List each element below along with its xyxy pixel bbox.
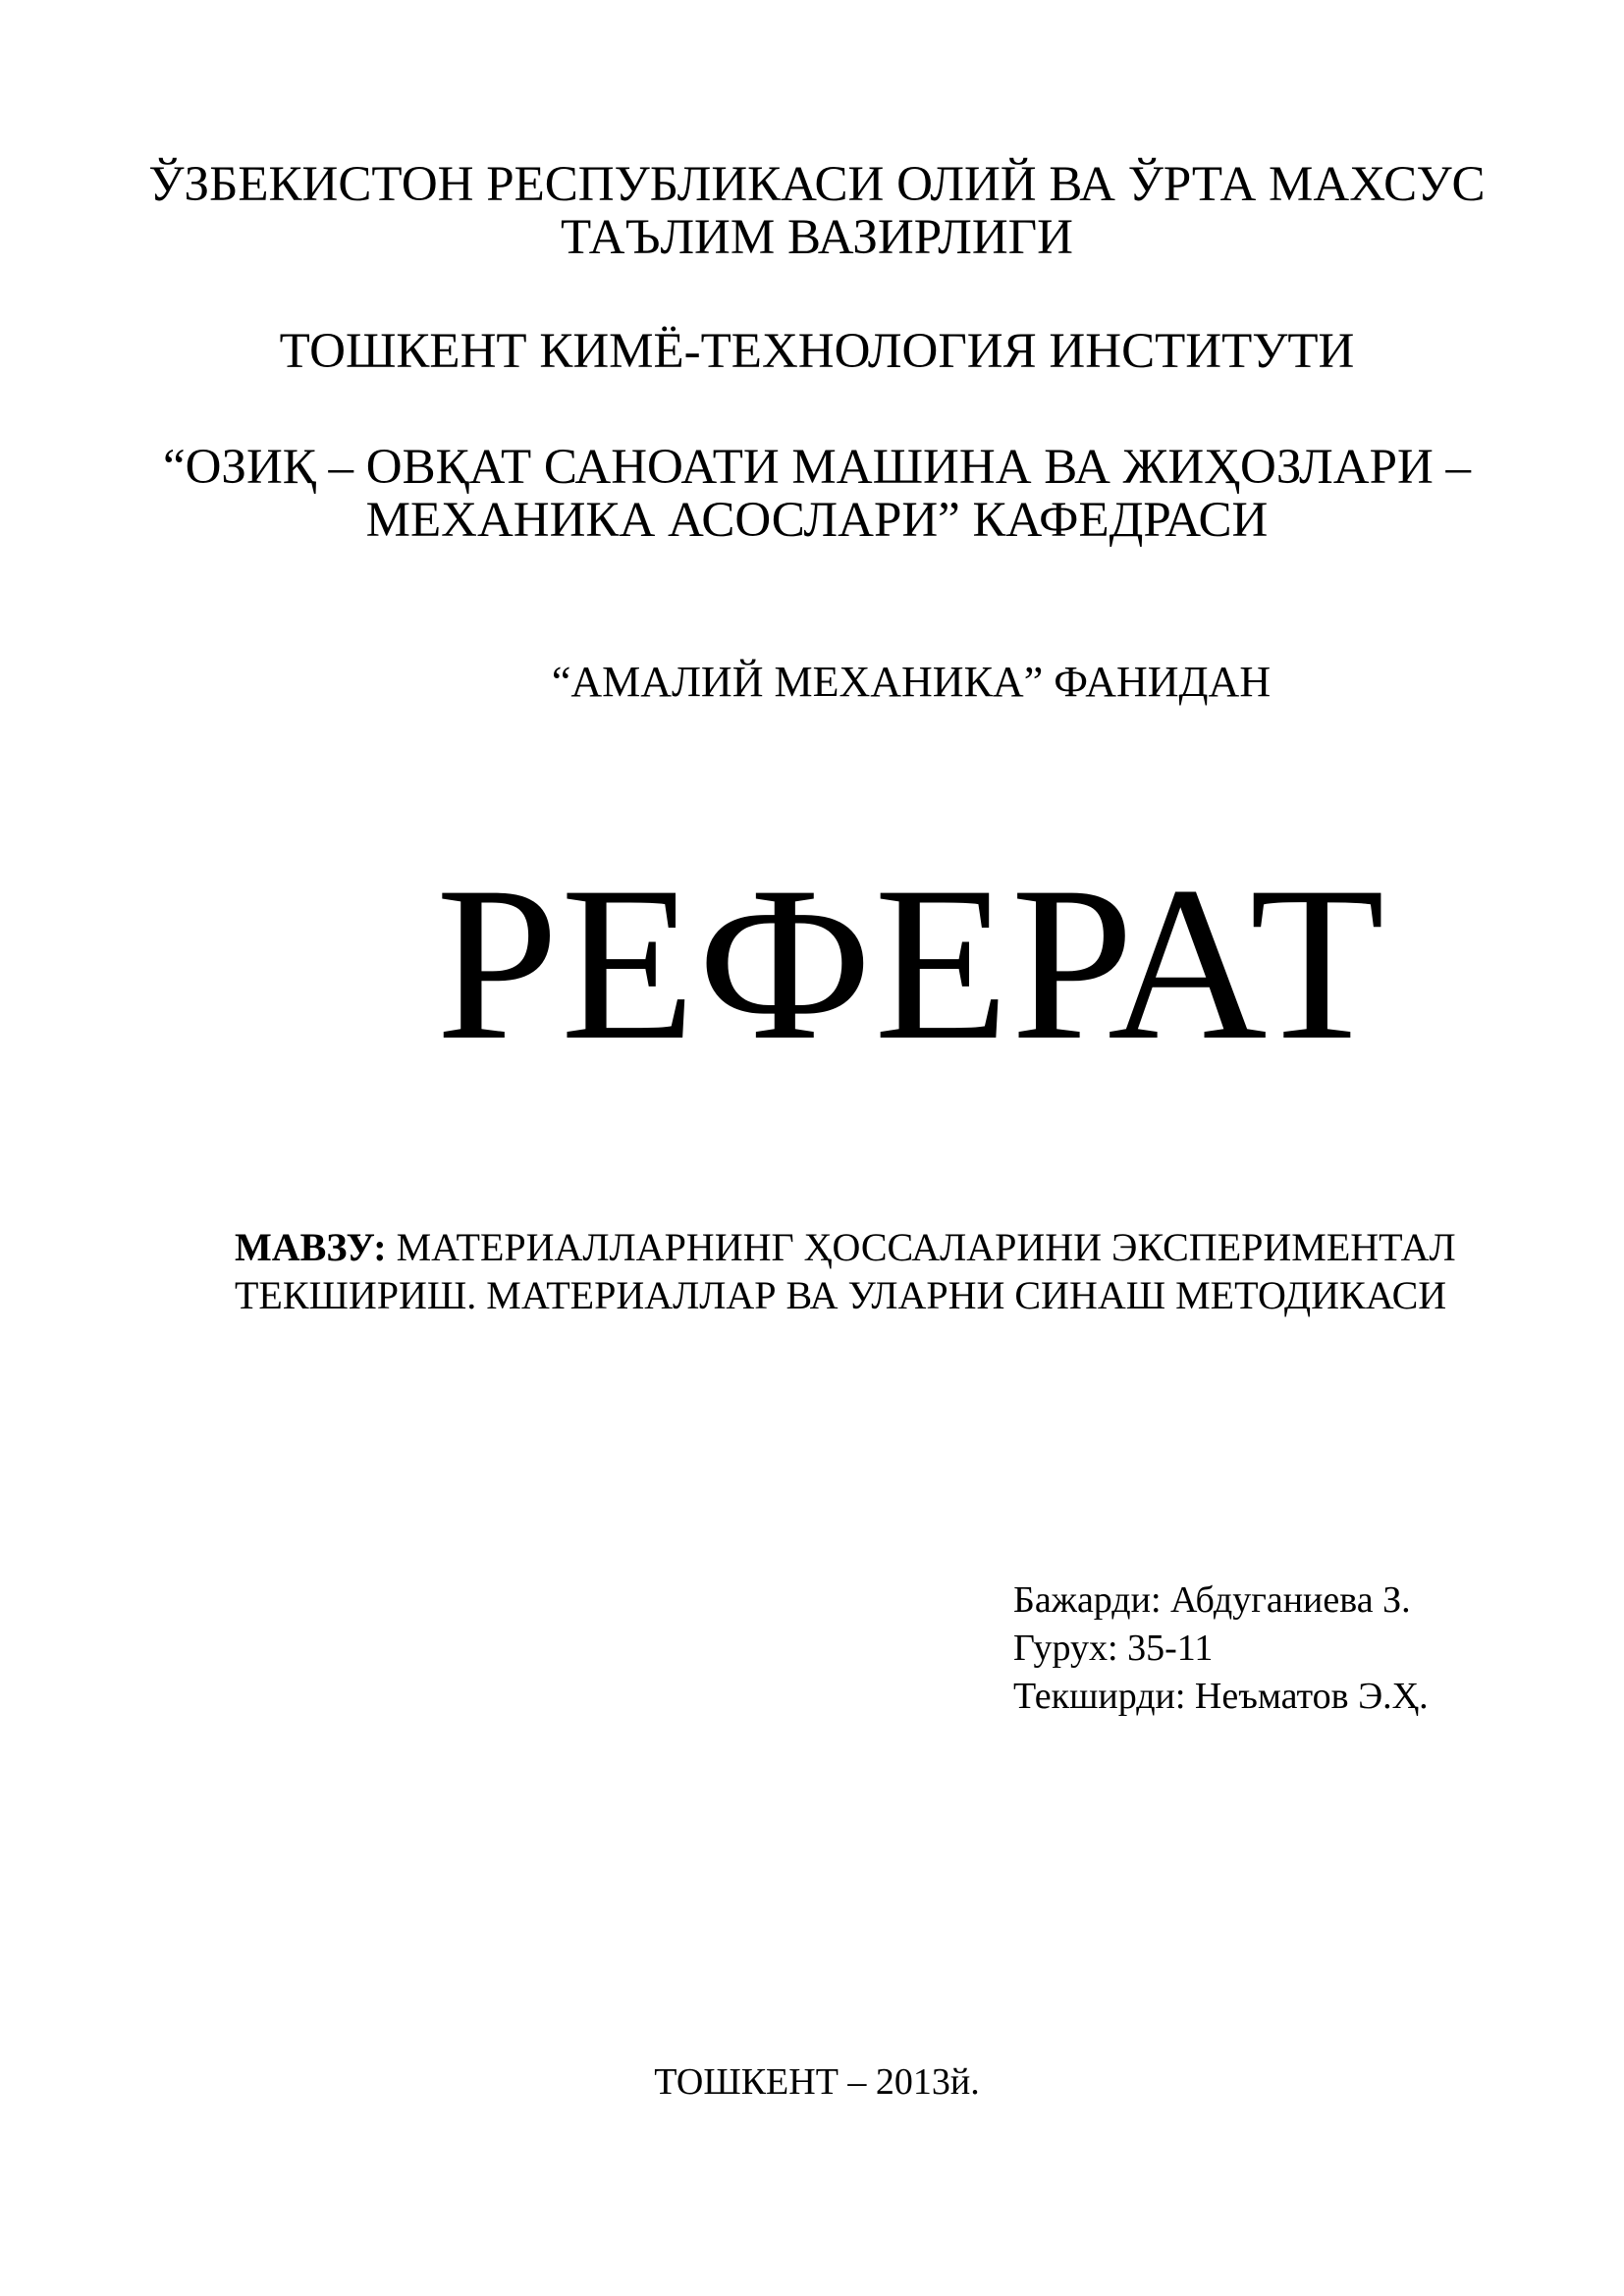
topic-text-line-1: МАТЕРИАЛЛАРНИНГ ҲОССАЛАРИНИ ЭКСПЕРИМЕНТАЛ (386, 1225, 1456, 1269)
department-line-2: МЕХАНИКА АСОСЛАРИ” КАФЕДРАСИ (365, 493, 1269, 548)
topic-block (235, 1223, 1511, 1319)
credits-block (1013, 1576, 1429, 1721)
ministry-line-1: ЎЗБЕКИСТОН РЕСПУБЛИКАСИ ОЛИЙ ВА ЎРТА МАХСУС (148, 157, 1486, 212)
topic-row-1 (235, 1223, 1511, 1271)
subject-line: “АМАЛИЙ МЕХАНИКА” ФАНИДАН (551, 658, 1272, 706)
topic-text-line-2: ТЕКШИРИШ. МАТЕРИАЛЛАР ВА УЛАРНИ СИНАШ МЕТОДИКАСИ (235, 1273, 1447, 1317)
document-title: РЕФЕРАТ (435, 840, 1387, 1086)
ministry-line-2: ТАЪЛИМ ВАЗИРЛИГИ (561, 210, 1073, 265)
topic-label: МАВЗУ: (235, 1225, 387, 1269)
performed-by: Бажарди: Абдуганиева З. (1013, 1579, 1411, 1621)
institute-name: ТОШКЕНТ КИМЁ-ТЕХНОЛОГИЯ ИНСТИТУТИ (279, 324, 1355, 379)
group-number: Гурух: 35-11 (1013, 1628, 1214, 1669)
department-line-1: “ОЗИҚ – ОВҚАТ САНОАТИ МАШИНА ВА ЖИҲОЗЛАРИ – (162, 440, 1472, 495)
footer-city-year: ТОШКЕНТ – 2013й. (654, 2061, 980, 2103)
checked-by: Текширди: Неъматов Э.Ҳ. (1013, 1676, 1429, 1717)
